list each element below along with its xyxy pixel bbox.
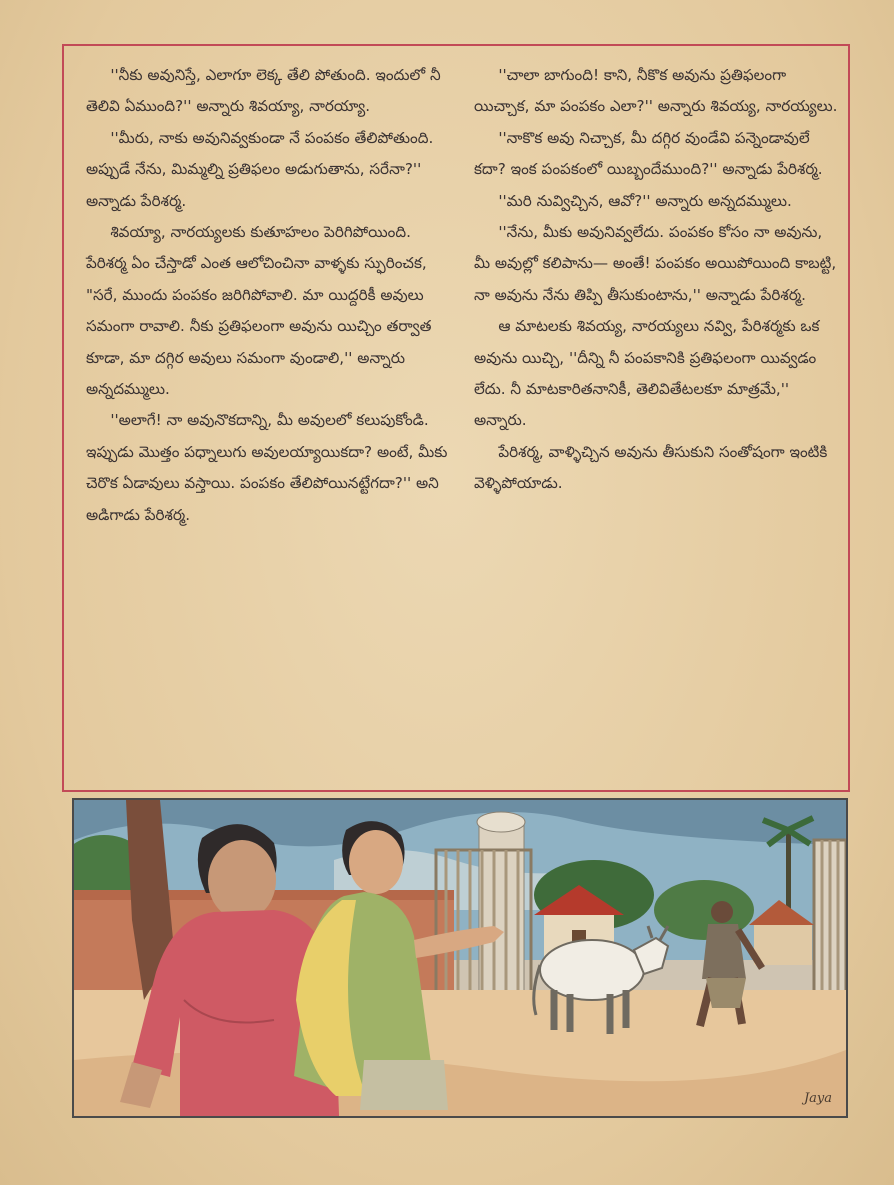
paragraph: ''నాకొక అవు నిచ్చాక, మీ దగ్గిర వుండేవి పన్నెండావులే కదా? ఇంక పంపకంలో యిబ్బందేముంది?'' అన్నాడు పేరిశర్మ. bbox=[474, 128, 823, 179]
paragraph: ''మీరు, నాకు అవునివ్వకుండా నే పంపకం తేలిపోతుంది. అప్పుడే నేను, మిమ్మల్ని ప్రతిఫలం అడుగుతాను, సరేనా?'' అన్నాడు పేరిశర్మ. bbox=[86, 128, 434, 210]
story-text-frame bbox=[62, 44, 850, 792]
story-illustration bbox=[72, 798, 848, 1118]
left-text-column bbox=[86, 60, 448, 531]
artist-signature: Jaya bbox=[803, 1091, 832, 1106]
right-text-column bbox=[474, 60, 840, 500]
paragraph: శివయ్యా, నారయ్యలకు కుతూహలం పెరిగిపోయింది. పేరిశర్మ ఏం చేస్తాడో ఎంత ఆలోచించినా వాళ్ళకు స్ఫురించక, "సరే, ముందు పంపకం జరిగిపోవాలి. మా యిద్దరికీ అవులు సమంగా రావాలి. నీకు ప్రతిఫలంగా అవును యిచ్చిం తర్వాత కూడా, మా దగ్గిర అవులు సమంగా వుండాలి,'' అన్నారు అన్నదమ్ములు. bbox=[86, 223, 432, 399]
illustration-scene bbox=[74, 800, 846, 1116]
paragraph: ''చాలా బాగుంది! కాని, నీకొక అవును ప్రతిఫలంగా యిచ్చాక, మా పంపకం ఎలా?'' అన్నారు శివయ్య, నారయ్యలు. bbox=[474, 66, 838, 116]
paragraph: ''నేను, మీకు అవునివ్వలేదు. పంపకం కోసం నా అవును, మీ అవుల్లో కలిపాను— అంతే! పంపకం అయిపోయింది కాబట్టి, నా అవును నేను తిప్పి తీసుకుంటాను,'' అన్నాడు పేరిశర్మ. bbox=[474, 223, 837, 304]
paragraph: ''నీకు అవునిస్తే, ఎలాగూ లెక్క తేలి పోతుంది. ఇందులో నీ తెలివి ఏముంది?'' అన్నారు శివయ్యా, నారయ్యా. bbox=[86, 66, 441, 116]
paragraph: ''అలాగే! నా అవునొకదాన్ని, మీ అవులలో కలుపుకోండి. ఇప్పుడు మొత్తం పధ్నాలుగు అవులయ్యాయికదా? అంటే, మీకు చెరొక ఏడావులు వస్తాయి. పంపకం తేలిపోయినట్టేగదా?'' అని అడిగాడు పేరిశర్మ. bbox=[86, 411, 448, 524]
paragraph: ''మరి నువ్విచ్చిన, ఆవో?'' అన్నారు అన్నదమ్ములు. bbox=[498, 191, 792, 210]
paragraph: పేరిశర్మ, వాళ్ళిచ్చిన అవును తీసుకుని సంతోషంగా ఇంటికి వెళ్ళిపోయాడు. bbox=[474, 442, 828, 493]
paragraph: ఆ మాటలకు శివయ్య, నారయ్యలు నవ్వి, పేరిశర్మకు ఒక అవును యిచ్చి, ''దీన్ని నీ పంపకానికి ప్రతిఫలంగా యివ్వడం లేదు. నీ మాటకారితనానికీ, తెలివితేటలకూ మాత్రమే,'' అన్నారు. bbox=[474, 317, 820, 430]
